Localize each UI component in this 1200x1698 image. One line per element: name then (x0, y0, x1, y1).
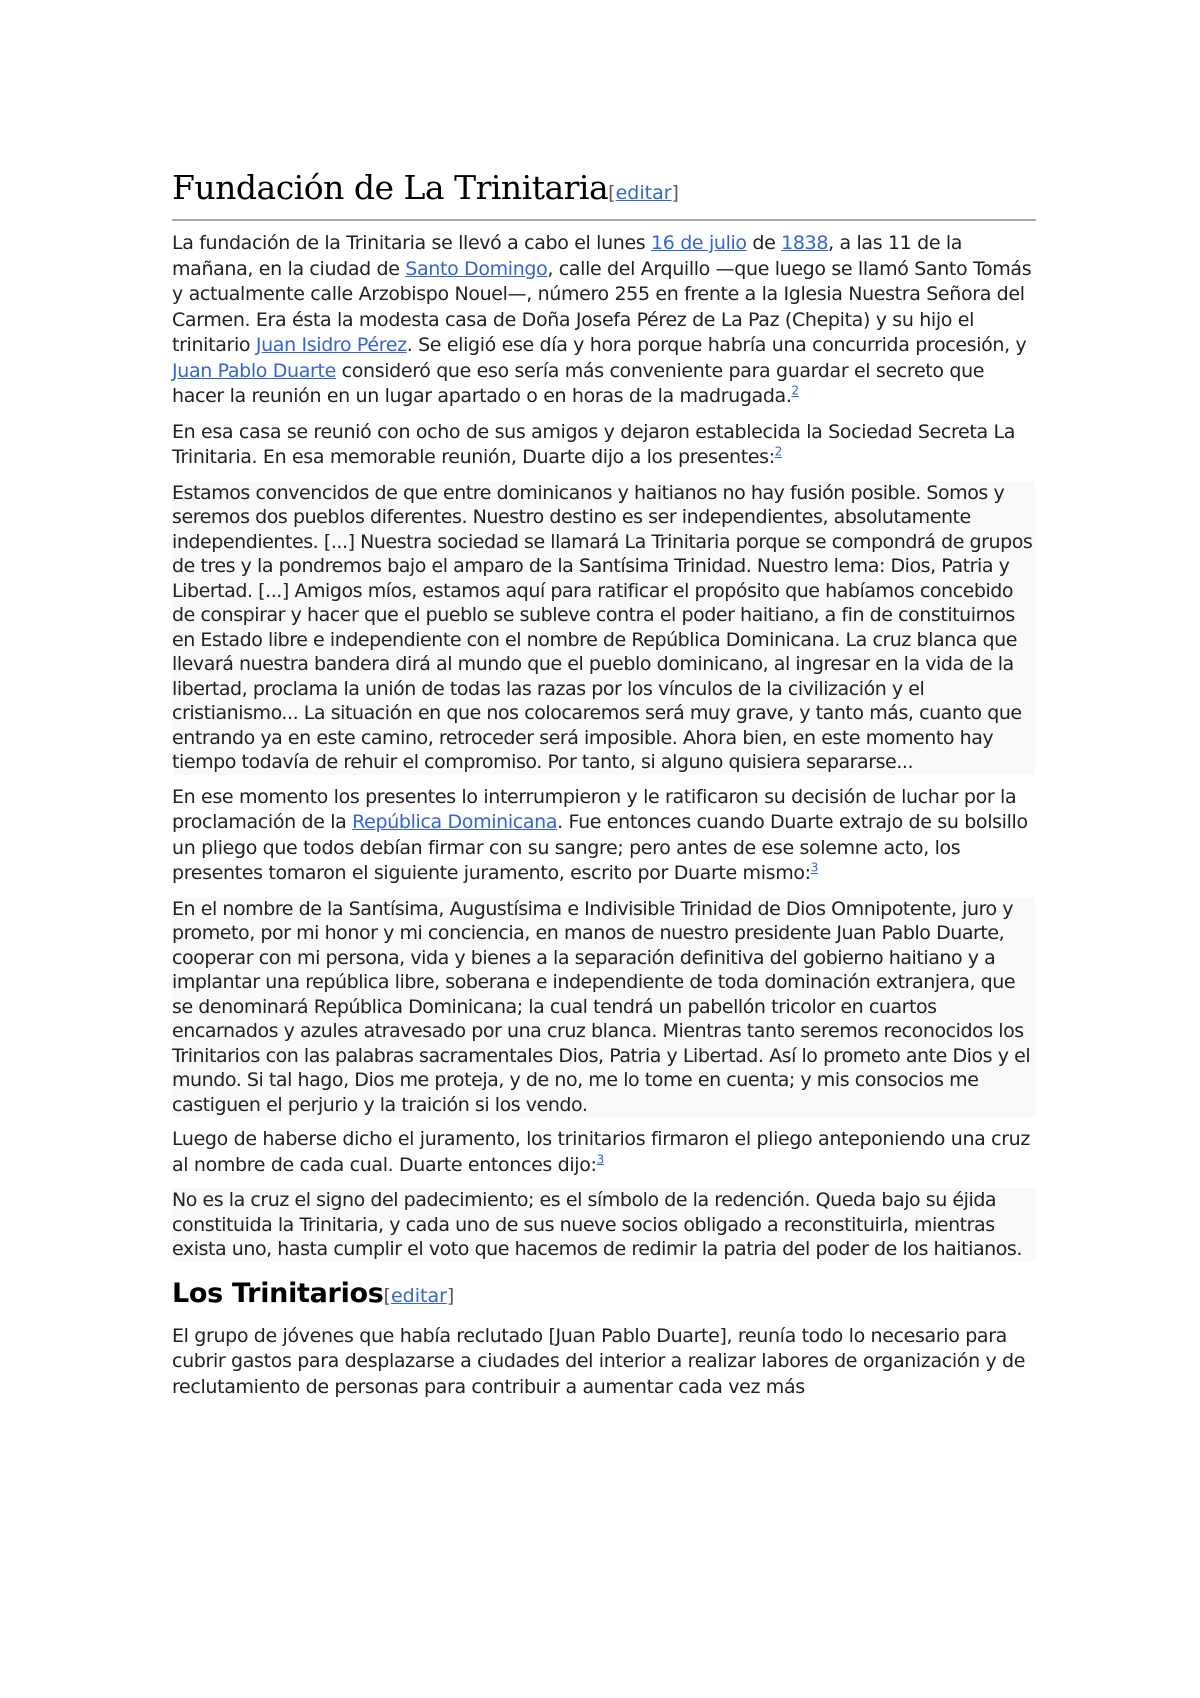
text-run: . Se eligió ese día y hora porque habría una concurrida procesión, y (406, 334, 1027, 356)
edit-section-wrapper (384, 1285, 455, 1307)
section-title: Los Trinitarios (172, 1277, 384, 1309)
section-title: Fundación de La Trinitaria (172, 168, 609, 207)
link-juan-pablo-duarte[interactable]: Juan Pablo Duarte (172, 359, 336, 382)
edit-bracket-open: [ (383, 1284, 391, 1307)
edit-section-link[interactable]: editar (390, 1284, 447, 1307)
reference-marker (775, 445, 782, 459)
text-run: Luego de haberse dicho el juramento, los trinitarios firmaron el pliego anteponiendo una cruz al nombre de cada cual. Duarte entonces dijo: (172, 1128, 1031, 1176)
edit-bracket-close: ] (446, 1284, 455, 1307)
link-16-de-julio[interactable]: 16 de julio (651, 232, 747, 254)
edit-bracket-open: [ (608, 182, 616, 204)
article-content (172, 166, 1036, 1400)
reference-link[interactable]: 3 (810, 860, 818, 875)
text-run: , a las 11 de la mañana, en la ciudad de (172, 232, 963, 280)
reference-link[interactable]: 2 (774, 444, 783, 459)
text-run: En esa casa se reunió con ocho de sus amigos y dejaron establecida la Sociedad Secreta La Trinitaria. En esa memorable reunión, Duarte dijo a los presentes: (172, 420, 1016, 468)
link-1838[interactable]: 1838 (781, 232, 829, 254)
section-heading-trinitarios (172, 1276, 1036, 1314)
link-republica-dominicana[interactable]: República Dominicana (352, 811, 558, 833)
blockquote-discurso: Estamos convencidos de que entre dominicanos y haitianos no hay fusión posible. Somos y seremos dos pueblos diferentes. Nuestro destino es ser independientes, absolutamente independientes. [...] Nuestra sociedad se llamará La Trinitaria porque se compondrá de grupos de tres y la pondremos bajo el amparo de la Santísima Trinidad. Nuestro lema: Dios, Patria y Libertad. [...] Amigos míos, estamos aquí para ratificar el propósito que habíamos concebido de conspirar y hacer que el pueblo se subleve contra el poder haitiano, a fin de constituirnos en Estado libre e independiente con el nombre de República Dominicana. La cruz blanca que llevará nuestra bandera dirá al mundo que el pueblo dominicano, al ingresar en la vida de la libertad, proclama la unión de todas las razas por los vínculos de la civilización y el cristianismo... La situación en que nos colocaremos será muy grave, y tanto más, cuanto que entrando ya en este camino, retroceder será imposible. Ahora bien, en este momento hay tiempo todavía de rehuir el compromiso. Por tanto, si alguno quisiera separarse... (172, 481, 1036, 775)
reference-marker (597, 1152, 604, 1166)
blockquote-juramento: En el nombre de la Santísima, Augustísima e Indivisible Trinidad de Dios Omnipotente, juro y prometo, por mi honor y mi conciencia, en manos de nuestro presidente Juan Pablo Duarte, cooperar con mi persona, vida y bienes a la separación definitiva del gobierno haitiano y a implantar una república libre, soberana e independiente de toda dominación extranjera, que se denominará República Dominicana; la cual tendrá un pabellón tricolor en cuartos encarnados y azules atravesado por una cruz blanca. Mientras tanto seremos reconocidos los Trinitarios con las palabras sacramentales Dios, Patria y Libertad. Así lo prometo ante Dios y el mundo. Si tal hago, Dios me proteja, y de no, me lo tome en cuenta; y mis consocios me castiguen el perjurio y la traición si los vendo. (172, 897, 1036, 1118)
reference-marker (811, 861, 818, 875)
reference-marker (792, 384, 799, 398)
edit-section-link[interactable]: editar (615, 182, 672, 204)
paragraph-reunion (172, 420, 1036, 471)
paragraph-juramento-intro (172, 785, 1036, 887)
text-run: consideró que eso sería más conveniente para guardar el secreto que hacer la reunión en un lugar apartado o en horas de la madrugada. (172, 359, 985, 407)
edit-bracket-close: ] (671, 182, 679, 204)
section-heading-fundacion (172, 166, 1036, 221)
reference-link[interactable]: 3 (596, 1152, 604, 1167)
text-run: La fundación de la Trinitaria se llevó a cabo el lunes (172, 232, 652, 254)
text-run: , calle del Arquillo —que luego se llamó Santo Tomás y actualmente calle Arzobispo Nouel—, número 255 en frente a la Iglesia Nuestra Señora del Carmen. Era ésta la modesta casa de Doña Josefa Pérez de La Paz (Chepita) y su hijo el trinitario (172, 257, 1032, 356)
paragraph-firma (172, 1127, 1036, 1178)
blockquote-cruz: No es la cruz el signo del padecimiento; es el símbolo de la redención. Queda bajo su éjida constituida la Trinitaria, y cada uno de sus nueve socios obligado a reconstituirla, mientras exista uno, hasta cumplir el voto que hacemos de redimir la patria del poder de los haitianos. (172, 1188, 1036, 1262)
link-juan-isidro-perez[interactable]: Juan Isidro Pérez (255, 334, 407, 356)
text-run: En ese momento los presentes lo interrumpieron y le ratificaron su decisión de luchar por la proclamación de la (172, 785, 1017, 833)
reference-link[interactable]: 2 (791, 383, 799, 398)
edit-section-wrapper (608, 182, 679, 204)
paragraph-fundacion (172, 231, 1036, 410)
text-run: . Fue entonces cuando Duarte extrajo de su bolsillo un pliego que todos debían firmar con su sangre; pero antes de ese solemne acto, los presentes tomaron el siguiente juramento, escrito por Duarte mismo: (172, 811, 1028, 884)
text-run: de (746, 232, 782, 254)
link-santo-domingo[interactable]: Santo Domingo (405, 257, 548, 280)
paragraph-trinitarios: El grupo de jóvenes que había reclutado [Juan Pablo Duarte], reunía todo lo necesario para cubrir gastos para desplazarse a ciudades del interior a realizar labores de organización y de reclutamiento de personas para contribuir a aumentar cada vez más (172, 1324, 1026, 1398)
